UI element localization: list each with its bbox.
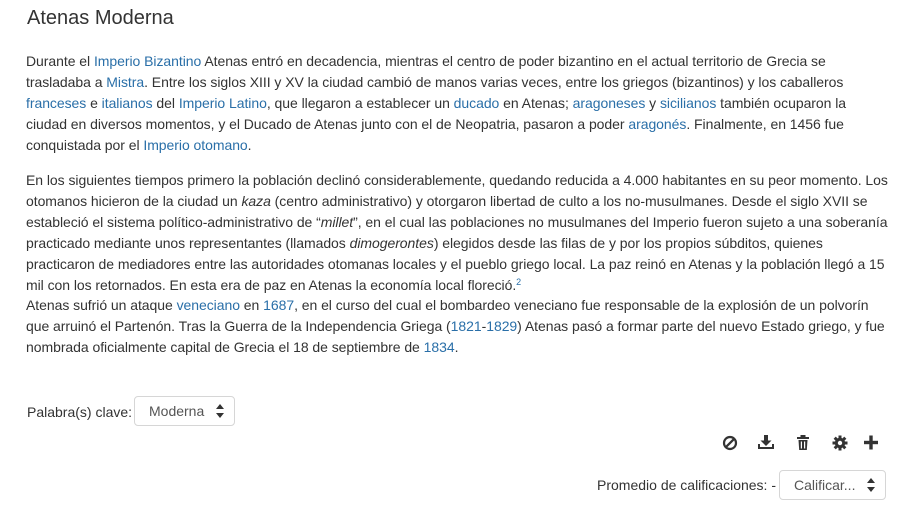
link-1834[interactable]: 1834 [423,339,455,355]
term-millet: millet [320,214,354,230]
keywords-selected-value: Moderna [149,403,205,419]
link-sicilianos[interactable]: sicilianos [659,95,717,111]
link-1821[interactable]: 1821 [450,318,482,334]
page-title: Atenas Moderna [27,7,174,29]
link-ducado[interactable]: ducado [453,95,500,111]
ban-icon[interactable] [721,433,739,451]
keywords-select[interactable] [134,396,235,426]
link-imperio-bizantino[interactable]: Imperio Bizantino [93,53,202,69]
toolbar [720,433,885,453]
rating-average-label: Promedio de calificaciones: - [597,477,776,493]
gear-icon[interactable] [831,433,849,451]
link-franceses[interactable]: franceses [26,95,87,111]
paragraph-ottoman: En los siguientes tiempos primero la población declinó considerablemente, quedando reducida a 4.000 habitantes en su peor momento. Los otomanos hicieron de la ciudad un kaza (centro administrativo) y otorgaron libertad de culto a los no-musulmanes. Desde el siglo XVII se estableció el sistema político-administrativo de “millet”, en el cual las poblaciones no musulmanes del Imperio fueron sujeto a una soberanía practicado mediante unos representantes (llamados dimogerontes) elegidos desde las filas de y por los propios súbditos, quienes practicaron de mediadores entre las autoridades otomanas locales y el pueblo griego local. La paz reinó en Atenas y la población llegó a 15 mil con los retornados. En esta era de paz en Atenas la economía local floreció.$^2$ [26,172,888,293]
download-icon[interactable] [757,433,775,451]
link-aragones[interactable]: aragonés [628,116,687,132]
link-imperio-latino[interactable]: Imperio Latino [178,95,267,111]
rating-selected-value: Calificar... [794,477,856,493]
paragraph-venetian: Atenas sufrió un ataque veneciano en 1687, en el curso del cual el bombardeo veneciano fue responsable de la explosión de un polvorín que arruinó el Partenón. Tras la Guerra de la Independencia Griega (1821-1829) Atenas pasó a formar parte del nuevo Estado griego, y fue nombrada oficialmente capital de Grecia el 18 de septiembre de 1834. [26,297,885,355]
link-1829[interactable]: 1829 [486,318,518,334]
link-mistra[interactable]: Mistra [106,74,145,90]
term-kaza: kaza [241,193,271,209]
plus-icon[interactable] [862,433,880,451]
reference-footnote[interactable]: 2 [516,277,522,287]
paragraph-byzantine: Durante el Imperio Bizantino Atenas entró en decadencia, mientras el centro de poder bizantino en el actual territorio de Grecia se trasladaba a Mistra. Entre los siglos XIII y XV la ciudad cambió de manos varias veces, entre los griegos (bizantinos) y los caballeros franceses e italianos del Imperio Latino, que llegaron a establecer un ducado en Atenas; aragoneses y sicilianos también ocuparon la ciudad en diversos momentos, y el Ducado de Atenas junto con el de Neopatria, pasaron a poder aragonés. Finalmente, en 1456 fue conquistada por el Imperio otomano. [26,53,847,153]
term-dimogerontes: dimogerontes [349,235,434,251]
select-arrows-icon [216,404,224,418]
link-1687[interactable]: 1687 [263,297,295,313]
link-aragoneses[interactable]: aragoneses [572,95,646,111]
select-arrows-icon [867,478,875,492]
trash-icon[interactable] [794,433,812,451]
link-imperio-otomano[interactable]: Imperio otomano [143,137,248,153]
link-veneciano[interactable]: veneciano [176,297,240,313]
rating-select[interactable] [779,470,886,500]
keywords-label: Palabra(s) clave: [27,404,133,420]
link-italianos[interactable]: italianos [101,95,153,111]
